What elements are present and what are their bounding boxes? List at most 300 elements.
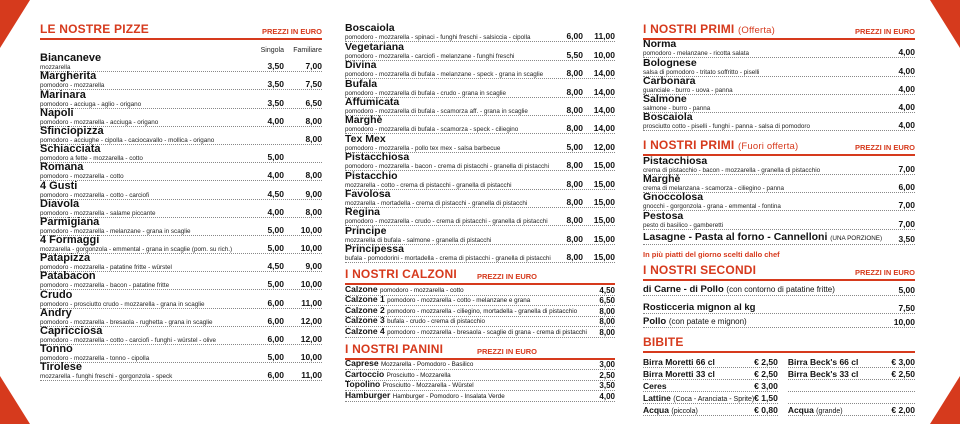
primi-offerta-price-header: PREZZI IN EURO xyxy=(854,27,915,36)
menu-item xyxy=(345,61,615,79)
price-familiare: 15,00 xyxy=(593,215,615,226)
beverage-item xyxy=(643,392,778,404)
menu-item-description: pomodoro - mozzarella - spinaci - funghi freschi - salsiccia - cipolla xyxy=(345,34,531,42)
beverage-price: € 2,50 xyxy=(754,368,778,379)
menu-item-text xyxy=(643,112,870,130)
price-familiare: 10,00 xyxy=(300,224,322,235)
menu-item-name: Hamburger xyxy=(345,389,391,400)
price-singola: 4,00 xyxy=(267,170,284,181)
beverage-name-line xyxy=(788,357,859,367)
menu-item-description: Hamburger - Pomodoro - Insalata Verde xyxy=(392,392,505,400)
beverage-price: € 3,00 xyxy=(891,356,915,367)
price-familiare: 10,00 xyxy=(300,279,322,290)
beverage-note: (piccola) xyxy=(671,407,698,415)
menu-item-lasagne xyxy=(643,230,915,245)
price-singola: 4,00 xyxy=(267,115,284,126)
menu-item-carne xyxy=(643,281,915,296)
menu-item xyxy=(345,42,615,60)
menu-item-description: pomodoro - mozzarella xyxy=(40,82,105,90)
carne-price: 5,00 xyxy=(898,284,915,295)
menu-item-text xyxy=(345,134,551,152)
beverage-item xyxy=(788,356,915,368)
price-familiare: 15,00 xyxy=(593,160,615,171)
price-familiare: 6,50 xyxy=(305,97,322,108)
menu-item xyxy=(40,72,322,90)
primi-fuori-price-header: PREZZI IN EURO xyxy=(854,143,915,153)
price-singola: 8,00 xyxy=(566,178,583,189)
menu-item-name: Napoli xyxy=(40,106,74,119)
menu-item-description: bufala - pomodorini - mortadella - crema di pistacchi - granella di pistacchi xyxy=(345,255,551,263)
menu-item-text xyxy=(643,211,870,229)
col-familiare-label: Familiare xyxy=(293,47,322,54)
pizze-header xyxy=(40,22,322,40)
menu-item-name: Gnoccolosa xyxy=(643,191,704,204)
menu-item-text xyxy=(643,156,870,174)
menu-item-text xyxy=(40,344,246,362)
price-familiare: 8,00 xyxy=(305,206,322,217)
menu-item-price: 4,00 xyxy=(898,102,915,113)
menu-item-text xyxy=(40,235,246,253)
menu-item-description: pomodoro - mozzarella - tonno - cipolla xyxy=(40,355,150,363)
price-singola: 8,00 xyxy=(566,86,583,97)
beverage-name: Birra Beck's 33 cl xyxy=(787,368,859,379)
beverage-name-line xyxy=(643,369,715,379)
menu-item-description: mozzarella - mortadella - crema di pistacchi - granella di pistacchi xyxy=(345,199,528,207)
menu-item-description: pomodoro - mozzarella - cotto xyxy=(379,286,464,294)
menu-item-name: Andry xyxy=(40,306,72,319)
menu-item-name: Salmone xyxy=(643,93,687,106)
menu-item-text xyxy=(345,171,551,189)
menu-item-description: guanciale - burro - uova - panna xyxy=(643,86,733,94)
menu-item-description: crema di pistacchio - bacon - mozzarella - granella di pistacchio xyxy=(643,166,821,174)
price-familiare: 15,00 xyxy=(593,233,615,244)
menu-item xyxy=(40,345,322,363)
secondi-header xyxy=(643,263,915,281)
menu-item-text xyxy=(345,316,583,326)
price-familiare: 15,00 xyxy=(593,178,615,189)
menu-item-description: pomodoro - mozzarella - cotto xyxy=(40,173,124,181)
menu-item-price: 4,00 xyxy=(898,83,915,94)
lasagne-note: (UNA PORZIONE) xyxy=(830,234,883,242)
price-singola: 8,00 xyxy=(566,68,583,79)
menu-item-text xyxy=(345,189,551,207)
menu-item xyxy=(40,363,322,381)
menu-item-name: Calzone xyxy=(345,283,378,294)
menu-item-description: pomodoro - mozzarella - bacon - patatine fritte xyxy=(40,282,170,290)
menu-item-price: 6,00 xyxy=(898,182,915,193)
menu-item-text xyxy=(40,144,246,162)
menu-item-text xyxy=(40,71,246,89)
menu-item xyxy=(40,197,322,218)
menu-item-text xyxy=(40,90,246,108)
menu-item-description: pomodoro - mozzarella - bacon - crema di pistacchi - granella di pistacchi xyxy=(345,163,550,171)
menu-item-description: mozzarella xyxy=(40,64,71,72)
pizze-list xyxy=(40,54,322,381)
menu-item-description: gnocchi - gorgonzola - grana - emmental - fontina xyxy=(643,203,781,211)
price-familiare: 15,00 xyxy=(593,196,615,207)
menu-item-name: Carbonara xyxy=(643,74,696,87)
price-singola: 5,00 xyxy=(566,141,583,152)
price-singola: 4,50 xyxy=(267,188,284,199)
menu-item xyxy=(345,171,615,189)
beverage-item xyxy=(788,404,915,416)
middle-column xyxy=(345,24,615,448)
menu-item xyxy=(345,134,615,152)
price-singola: 8,00 xyxy=(566,160,583,171)
pollo-note: (con patate e mignon) xyxy=(668,316,747,326)
beverage-name: Birra Moretti 33 cl xyxy=(643,368,715,379)
primi-fuori-title: I NOSTRI PRIMI (Fuori offerta) xyxy=(643,138,799,153)
menu-item-text xyxy=(40,162,246,180)
carne-name: di Carne - di Pollo xyxy=(643,283,724,295)
menu-item-text xyxy=(345,226,551,244)
menu-item-text xyxy=(345,244,551,262)
menu-item-description: mozzarella - gorgonzola - emmental - grana in scaglie (pom. su rich.) xyxy=(40,246,233,254)
price-familiare: 12,00 xyxy=(300,334,322,344)
menu-item xyxy=(643,175,915,193)
menu-item-price: 7,00 xyxy=(898,218,915,229)
menu-item-name: Marghè xyxy=(345,114,383,127)
beverage-price: € 0,80 xyxy=(754,404,778,415)
menu-item xyxy=(40,272,322,290)
menu-item-text xyxy=(40,362,246,380)
calzoni-title: I NOSTRI CALZONI xyxy=(345,267,457,282)
pizze-title: LE NOSTRE PIZZE xyxy=(40,22,150,36)
menu-item-name: 4 Formaggi xyxy=(40,234,100,247)
menu-item-text xyxy=(40,181,246,199)
menu-item xyxy=(345,391,615,402)
menu-item-name: Biancaneve xyxy=(40,52,102,65)
price-familiare: 14,00 xyxy=(593,86,615,97)
corner-decoration-top-left xyxy=(0,0,30,48)
menu-item-description: pesto di basilico - gamberetti xyxy=(643,221,724,229)
menu-item-description: pomodoro - mozzarella - cotto - melanzane e grana xyxy=(387,297,531,305)
menu-item-text xyxy=(643,39,870,57)
menu-item-name: Calzone 1 xyxy=(345,294,385,305)
bibite-header xyxy=(643,335,915,353)
menu-item-name: Diavola xyxy=(40,197,80,210)
price-singola: 5,00 xyxy=(267,279,284,290)
menu-item-description: pomodoro - mozzarella - acciuga - origano xyxy=(40,118,159,126)
price-familiare: 10,00 xyxy=(300,243,322,254)
menu-item-name: Marghè xyxy=(643,173,681,186)
menu-item-name: Principessa xyxy=(345,243,404,256)
menu-item-name: Pestosa xyxy=(643,209,684,222)
menu-item-name: Regina xyxy=(345,206,381,219)
menu-item-text xyxy=(345,325,587,337)
menu-item-text xyxy=(40,308,246,326)
menu-item-name: Boscaiola xyxy=(643,111,693,124)
menu-item-name-line xyxy=(345,380,583,390)
menu-item-name: Sfinciopizza xyxy=(40,124,104,137)
menu-item-name: Tirolese xyxy=(40,361,82,374)
pizze-price-header: PREZZI IN EURO xyxy=(261,27,322,36)
beverage-name: Birra Beck's 66 cl xyxy=(787,356,859,367)
price-singola: 8,00 xyxy=(566,252,583,263)
calzoni-header xyxy=(345,267,615,285)
menu-item-description: pomodoro - acciuga - aglio - origano xyxy=(40,100,142,108)
price-familiare: 10,00 xyxy=(593,49,615,60)
price-familiare: 14,00 xyxy=(593,123,615,134)
menu-item-name-line xyxy=(345,370,583,380)
menu-item-price: 6,50 xyxy=(599,296,615,306)
menu-item-name: Parmigiana xyxy=(40,215,100,228)
price-familiare: 7,00 xyxy=(305,61,322,72)
beverage-item xyxy=(788,392,915,404)
corner-decoration-bottom-right xyxy=(930,376,960,424)
menu-item-price: 8,00 xyxy=(599,317,615,327)
menu-item-price: 4,00 xyxy=(599,391,615,401)
menu-item xyxy=(643,40,915,58)
menu-item-text xyxy=(643,174,870,192)
menu-item-text xyxy=(345,23,551,41)
menu-item-description: pomodoro - mozzarella di bufala - crudo - grana in scaglie xyxy=(345,89,507,97)
price-familiare: 14,00 xyxy=(593,68,615,79)
price-familiare: 9,00 xyxy=(305,188,322,199)
beverage-name-line xyxy=(643,405,698,415)
calzoni-price-header: PREZZI IN EURO xyxy=(476,272,537,282)
calzoni-list xyxy=(345,285,615,338)
menu-item-name-line xyxy=(345,316,583,326)
menu-item-name: Calzone 2 xyxy=(345,304,385,315)
menu-item-description: pomodoro - mozzarella di bufala - scamorza - speck - ciliegino xyxy=(345,126,519,134)
menu-item-text xyxy=(40,217,246,235)
menu-item-name: Romana xyxy=(40,161,84,174)
menu-item-text xyxy=(345,295,583,305)
price-familiare: 8,00 xyxy=(305,133,322,144)
price-singola: 4,50 xyxy=(267,261,284,272)
price-singola: 6,00 xyxy=(267,334,284,344)
beverage-name: Birra Moretti 66 cl xyxy=(643,356,715,367)
price-singola: 8,00 xyxy=(566,215,583,226)
menu-item-text xyxy=(40,253,246,271)
menu-item-price: 4,00 xyxy=(898,120,915,131)
menu-item xyxy=(40,290,322,308)
beverage-item xyxy=(643,404,778,416)
menu-item-pollo xyxy=(643,314,915,328)
beverage-price: € 1,50 xyxy=(754,392,778,403)
menu-item-text xyxy=(345,285,583,295)
menu-item-text xyxy=(345,97,551,115)
menu-item xyxy=(40,327,322,345)
menu-item-text xyxy=(345,306,583,316)
menu-item-text xyxy=(345,79,551,97)
price-familiare: 10,00 xyxy=(300,352,322,363)
menu-item-name: Divina xyxy=(345,59,377,72)
menu-item-name-line xyxy=(345,391,583,401)
menu-item-rosticceria xyxy=(643,296,915,314)
beverage-name-line xyxy=(643,357,715,367)
menu-item-name-line xyxy=(345,306,583,316)
menu-item-name: Marinara xyxy=(40,88,86,101)
menu-item-name: Bolognese xyxy=(643,56,697,69)
pollo-price: 10,00 xyxy=(893,316,915,327)
menu-item-text xyxy=(643,94,870,112)
menu-item-price: 7,00 xyxy=(898,200,915,211)
menu-item-description: pomodoro - mozzarella - salame piccante xyxy=(40,209,156,217)
menu-item-description: pomodoro - mozzarella di bufala - melanzane - speck - grana in scaglie xyxy=(345,71,544,79)
price-singola: 6,00 xyxy=(267,315,284,326)
menu-item-description: pomodoro - mozzarella - crudo - crema di pistacchi - granella di pistacchi xyxy=(345,218,548,226)
menu-item xyxy=(643,74,915,95)
menu-item-price: 4,00 xyxy=(898,65,915,76)
menu-item-text xyxy=(40,290,246,308)
price-familiare: 14,00 xyxy=(593,104,615,115)
beverage-item xyxy=(643,368,778,380)
menu-item-description: Mozzarella - Pomodoro - Basilico xyxy=(380,361,474,369)
menu-item-description: pomodoro - prosciutto crudo - mozzarella - grana in scaglie xyxy=(40,300,205,308)
menu-item-price: 3,00 xyxy=(599,360,615,370)
menu-item-text xyxy=(345,391,583,401)
menu-item xyxy=(40,163,322,181)
beverage-item xyxy=(643,356,778,368)
menu-item-description: pomodoro - acciughe - cipolla - caciocavallo - mollica - origano xyxy=(40,136,215,144)
menu-item-description: pomodoro a fette - mozzarella - cotto xyxy=(40,155,143,163)
menu-item-name: Capricciosa xyxy=(40,325,103,337)
menu-item-description: Prosciutto - Mozzarella xyxy=(386,371,451,379)
menu-item-description: pomodoro - mozzarella - ciliegino, mortadella - granella di pistacchio xyxy=(387,307,578,315)
beverage-item xyxy=(788,368,915,380)
menu-item xyxy=(643,156,915,174)
beverage-name-line xyxy=(643,393,754,403)
menu-item-name: Topolino xyxy=(345,379,381,390)
menu-item-name: Patapizza xyxy=(40,252,91,265)
menu-item xyxy=(345,187,615,208)
menu-item-name: Patabacon xyxy=(40,270,96,283)
menu-item-text xyxy=(345,115,551,133)
menu-item-text xyxy=(40,53,246,71)
menu-item-name: Calzone 4 xyxy=(345,325,385,336)
menu-item-description: prosciutto cotto - piselli - funghi - panna - salsa di pomodoro xyxy=(643,123,810,131)
price-singola: 8,00 xyxy=(566,196,583,207)
price-singola: 6,00 xyxy=(267,370,284,381)
menu-item-name: Pistacchiosa xyxy=(345,151,410,164)
secondi-title: I NOSTRI SECONDI xyxy=(643,262,757,277)
lasagne-price: 3,50 xyxy=(898,233,915,244)
menu-item-name: Crudo xyxy=(40,288,73,301)
menu-item-description: salsa di pomodoro - tritato soffritto - piselli xyxy=(643,68,760,76)
menu-item-name: Caprese xyxy=(345,358,379,369)
price-singola: 4,00 xyxy=(267,206,284,217)
menu-item-name: Calzone 3 xyxy=(345,315,385,326)
menu-item-name: Norma xyxy=(643,38,677,51)
chef-note: In più piatti del giorno scelti dallo chef xyxy=(643,249,780,259)
menu-item-description: pomodoro - mozzarella di bufala - scamorza aff. - grana in scaglie xyxy=(345,107,528,115)
menu-item xyxy=(345,327,615,338)
menu-item xyxy=(345,370,615,381)
menu-item-name: Principe xyxy=(345,224,387,237)
menu-item-name: Tonno xyxy=(40,343,73,356)
panini-list xyxy=(345,360,615,402)
price-singola: 6,00 xyxy=(267,297,284,308)
menu-item-name: Pistacchiosa xyxy=(643,154,708,167)
beverage-name-line xyxy=(788,369,859,379)
menu-item-description: Prosciutto - Mozzarella - Würstel xyxy=(382,382,474,390)
menu-item-description: pomodoro - melanzane - ricotta salata xyxy=(643,50,750,58)
lasagne-name: Lasagne - Pasta al forno - Cannelloni xyxy=(643,230,828,243)
menu-item-name: Cartoccio xyxy=(345,368,385,379)
price-singola: 3,50 xyxy=(267,61,284,72)
menu-item-description: mozzarella - cotto - crema di pistacchi - granella di pistacchi xyxy=(345,181,512,189)
menu-item-name: Bufala xyxy=(345,77,378,90)
menu-item-description: pomodoro - mozzarella - pollo tex mex - salsa barbecue xyxy=(345,144,501,152)
primi-offerta-list xyxy=(643,40,915,131)
menu-item-price: 2,50 xyxy=(599,370,615,380)
menu-item-name: Favolosa xyxy=(345,187,391,200)
price-familiare: 8,00 xyxy=(305,170,322,181)
pizze-list-continued xyxy=(345,24,615,263)
menu-item-description: crema di melanzana - scamorza - ciliegino - panna xyxy=(643,185,785,193)
menu-item xyxy=(345,153,615,171)
menu-item-description: mozzarella di bufala - salmone - granella di pistacchi xyxy=(345,236,492,244)
menu-item-text xyxy=(345,42,551,60)
menu-item xyxy=(643,193,915,211)
menu-item xyxy=(345,24,615,42)
price-singola: 5,50 xyxy=(566,49,583,60)
menu-item xyxy=(345,95,615,116)
beverage-name: Acqua xyxy=(643,404,669,415)
menu-item-price: 7,00 xyxy=(898,163,915,174)
menu-item-text xyxy=(40,126,246,144)
menu-item-text xyxy=(345,207,551,225)
beverage-item xyxy=(788,380,915,392)
menu-item-name: Tex Mex xyxy=(345,132,386,145)
price-singola: 5,00 xyxy=(267,224,284,235)
menu-item-text xyxy=(345,359,583,369)
menu-item-text xyxy=(643,76,870,94)
price-singola: 3,50 xyxy=(267,79,284,90)
menu-item-text xyxy=(345,370,583,380)
menu-item-name-line xyxy=(345,285,583,295)
price-singola: 8,00 xyxy=(566,123,583,134)
price-familiare: 15,00 xyxy=(593,252,615,263)
pizze-column xyxy=(40,22,322,446)
menu-item-text xyxy=(40,271,246,289)
menu-item xyxy=(345,245,615,263)
menu-item-name-line xyxy=(345,295,583,305)
price-familiare: 7,50 xyxy=(305,79,322,90)
menu-item xyxy=(40,90,322,108)
menu-item-description: pomodoro - mozzarella - melanzane - grana in scaglie xyxy=(40,227,191,235)
carne-note: (con contorno di patatine fritte) xyxy=(726,284,835,294)
beverage-price: € 3,00 xyxy=(754,380,778,391)
price-familiare: 9,00 xyxy=(305,261,322,272)
menu-item-name: 4 Gusti xyxy=(40,179,78,192)
beverage-price: € 2,50 xyxy=(754,356,778,367)
panini-price-header: PREZZI IN EURO xyxy=(476,346,537,356)
primi-offerta-header xyxy=(643,22,915,40)
beverage-price: € 2,00 xyxy=(891,404,915,415)
price-singola: 8,00 xyxy=(566,233,583,244)
menu-item-name-line xyxy=(345,359,583,369)
bibite-list xyxy=(643,356,915,416)
menu-item xyxy=(345,226,615,244)
right-column xyxy=(643,22,915,446)
price-familiare: 11,00 xyxy=(301,370,322,381)
menu-item-text xyxy=(643,58,870,76)
secondi-price-header: PREZZI IN EURO xyxy=(854,267,915,277)
menu-item-name: Vegetariana xyxy=(345,40,404,53)
rosticceria-name: Rosticceria mignon al kg xyxy=(643,301,756,313)
menu-item-name: Schiacciata xyxy=(40,143,101,156)
beverage-name-line xyxy=(643,381,667,391)
corner-decoration-bottom-left xyxy=(0,376,30,424)
menu-item-name: Pistacchio xyxy=(345,169,398,182)
menu-item-price: 3,50 xyxy=(599,381,615,391)
price-singola: 5,00 xyxy=(267,243,284,254)
menu-item xyxy=(643,113,915,131)
menu-item-price: 8,00 xyxy=(599,327,615,337)
